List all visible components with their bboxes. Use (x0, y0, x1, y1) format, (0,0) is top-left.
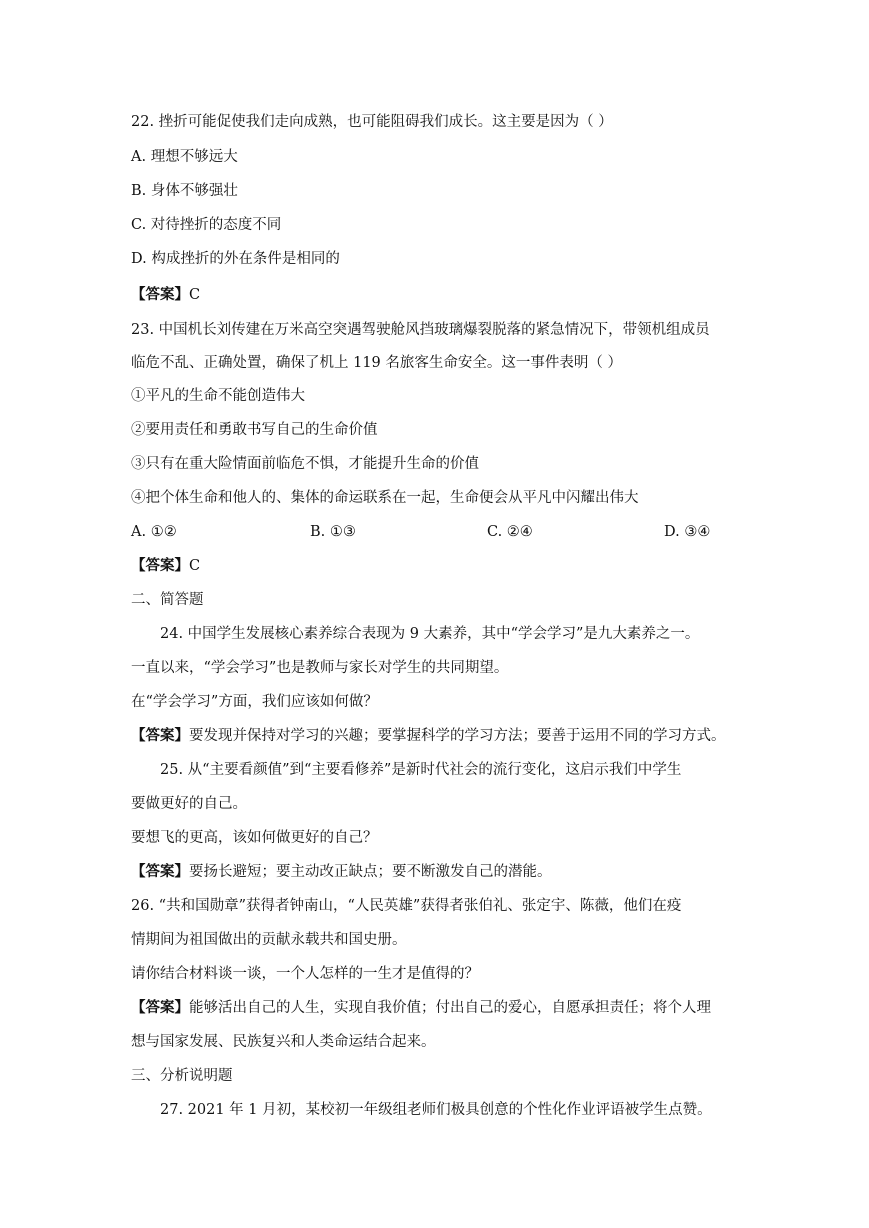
q23-statement-1: ①平凡的生命不能创造伟大 (131, 388, 305, 404)
q23-stem-line1: 23. 中国机长刘传建在万米高空突遇驾驶舱风挡玻璃爆裂脱落的紧急情况下，带领机组成员 (131, 322, 710, 338)
q26-stem-line2: 情期间为祖国做出的贡献永载共和国史册。 (131, 932, 407, 948)
q23-statement-2: ②要用责任和勇敢书写自己的生命价值 (131, 422, 378, 438)
q23-answer (131, 556, 738, 576)
q25-stem-line1: 25. 从“主要看颜值”到“主要看修养”是新时代社会的流行变化，这启示我们中学生 (160, 762, 682, 778)
q22-option-a: A. 理想不够远大 (131, 149, 238, 165)
q25-stem-line2: 要做更好的自己。 (131, 796, 247, 812)
answer-text: 要扬长避短；要主动改正缺点；要不断激发自己的潜能。 (189, 864, 552, 880)
section-title: 三、分析说明题 (131, 1068, 233, 1084)
q22-stem: 22. 挫折可能促使我们走向成熟，也可能阻碍我们成长。这主要是因为（ ） (131, 114, 613, 130)
q23-stem-line2: 临危不乱、正确处置，确保了机上 119 名旅客生命安全。这一事件表明（ ） (131, 355, 623, 371)
q25-answer (131, 862, 738, 882)
answer-text: C (189, 558, 201, 574)
answer-tag: 【答案】 (131, 999, 189, 1016)
q22-answer (131, 285, 738, 305)
q25-question: 要想飞的更高，该如何做更好的自己？ (131, 830, 378, 846)
q23-option-a: A. ①② (131, 524, 177, 540)
q24-stem-line1: 24. 中国学生发展核心素养综合表现为 9 大素养，其中“学会学习”是九大素养之一。 (160, 626, 700, 642)
q22-option-d: D. 构成挫折的外在条件是相同的 (131, 251, 340, 267)
q23-statement-4: ④把个体生命和他人的、集体的命运联系在一起，生命便会从平凡中闪耀出伟大 (131, 490, 639, 506)
answer-tag: 【答案】 (131, 557, 189, 574)
q22-option-b: B. 身体不够强壮 (131, 183, 238, 199)
q26-answer-line1 (131, 998, 738, 1018)
q24-answer (131, 726, 738, 746)
answer-text: 能够活出自己的人生，实现自我价值；付出自己的爱心，自愿承担责任；将个人理 (189, 1000, 711, 1016)
q22-option-c: C. 对待挫折的态度不同 (131, 217, 282, 233)
q24-question: 在“学会学习”方面，我们应该如何做？ (131, 694, 378, 710)
q23-statement-3: ③只有在重大险情面前临危不惧，才能提升生命的价值 (131, 456, 479, 472)
answer-text: C (189, 287, 201, 303)
answer-tag: 【答案】 (131, 863, 189, 880)
answer-tag: 【答案】 (131, 286, 189, 303)
q23-options (131, 522, 738, 542)
q23-option-c: C. ②④ (487, 524, 533, 540)
q26-answer-line2: 想与国家发展、民族复兴和人类命运结合起来。 (131, 1034, 436, 1050)
section-title: 二、简答题 (131, 592, 204, 608)
q26-stem-line1: 26. “共和国勋章”获得者钟南山，“人民英雄”获得者张伯礼、张定宇、陈薇，他们在疫 (131, 898, 682, 914)
q26-question: 请你结合材料谈一谈，一个人怎样的一生才是值得的？ (131, 966, 479, 982)
q23-option-d: D. ③④ (664, 524, 711, 540)
q27-stem-line1: 27. 2021 年 1 月初，某校初一年级组老师们极具创意的个性化作业评语被学生点赞。 (160, 1102, 712, 1118)
q23-option-b: B. ①③ (310, 524, 356, 540)
q24-stem-line2: 一直以来，“学会学习”也是教师与家长对学生的共同期望。 (131, 660, 509, 676)
answer-text: 要发现并保持对学习的兴趣；要掌握科学的学习方法；要善于运用不同的学习方式。 (189, 728, 726, 744)
answer-tag: 【答案】 (131, 727, 189, 744)
